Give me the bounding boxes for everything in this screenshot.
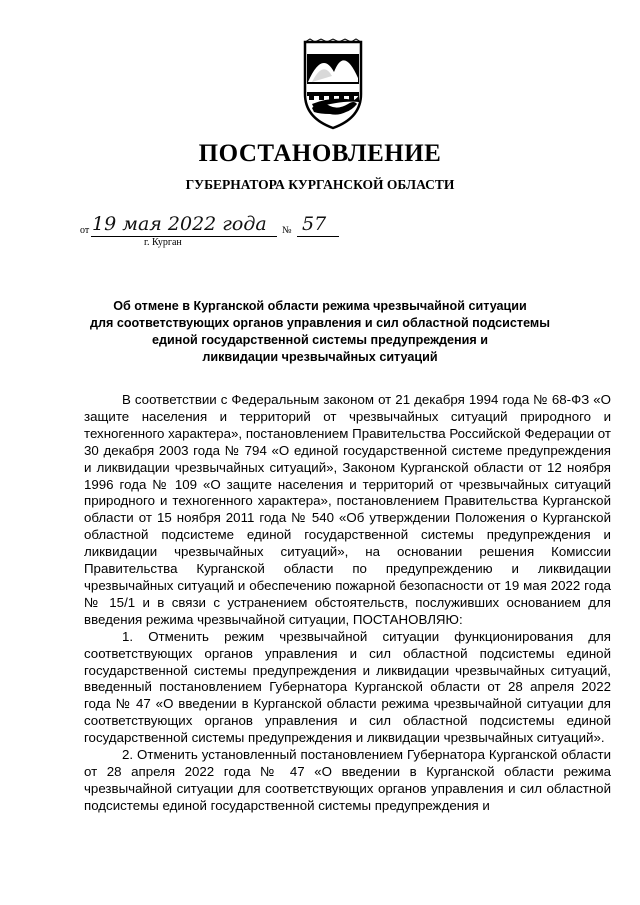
document-body	[84, 392, 611, 815]
document-heading	[90, 298, 550, 366]
number-label: №	[282, 225, 292, 236]
document-title: ПОСТАНОВЛЕНИЕ	[198, 140, 442, 167]
clause-1-paragraph: 1. Отменить режим чрезвычайной ситуации функционирования для соответствующих органов управления и сил областной подсистемы единой государственной системы предупреждения и ликвидации чрезвычайных ситуаций, введенный постановлением Губернатора Курганской области от 28 апреля 2022 года № 47 «О введении в Курганской области режима чрезвычайной ситуации для соответствующих органов управления и сил областной подсистемы единой государственной системы предупреждения и ликвидации чрезвычайных ситуаций».	[84, 628, 611, 746]
heading-line: для соответствующих органов управления и сил областной подсистемы	[90, 316, 550, 330]
preamble-paragraph: В соответствии с Федеральным законом от 21 декабря 1994 года № 68-ФЗ «О защите населения и территорий от чрезвычайных ситуаций природного и техногенного характера», постановлением Правительства Российской Федерации от 30 декабря 2003 года № 794 «О единой государственной системе предупреждения и ликвидации чрезвычайных ситуаций», Законом Курганской области от 12 ноября 1996 года № 109 «О защите населения и территорий от чрезвычайных ситуаций природного и техногенного характера», постановлением Правительства Курганской области от 15 ноября 2011 года № 540 «Об утверждении Положения о Курганской областной подсистеме единой государственной системы предупреждения и ликвидации чрезвычайных ситуаций», на основании решения Комиссии Правительства Курганской области по предупреждению и ликвидации чрезвычайных ситуаций и обеспечению пожарной безопасности от 19 мая 2022 года № 15/1 и в связи с устранением обстоятельств, послуживших основанием для введения режима чрезвычайной ситуации, ПОСТАНОВЛЯЮ:	[84, 392, 611, 627]
city-label: г. Курган	[144, 237, 182, 248]
kurgan-coat-of-arms-icon	[302, 38, 364, 130]
number-underline	[297, 236, 339, 237]
clause-2-paragraph: 2. Отменить установленный постановлением Губернатора Курганской области от 28 апреля 2022 года № 47 «О введении в Курганской области режима чрезвычайной ситуации для соответствующих органов управления и сил областной подсистемы единой государственной системы предупреждения и	[84, 747, 611, 813]
date-underline	[91, 236, 277, 237]
heading-line: единой государственной системы предупреждения и	[152, 333, 488, 347]
date-number-line	[80, 213, 380, 257]
heading-line: Об отмене в Курганской области режима чрезвычайной ситуации	[113, 299, 527, 313]
heading-line: ликвидации чрезвычайных ситуаций	[202, 350, 438, 364]
handwritten-number: 57	[302, 213, 327, 235]
document-subtitle: ГУБЕРНАТОРА КУРГАНСКОЙ ОБЛАСТИ	[185, 177, 455, 192]
date-prefix: от	[80, 225, 90, 236]
handwritten-date: 19 мая 2022 года	[92, 213, 267, 235]
